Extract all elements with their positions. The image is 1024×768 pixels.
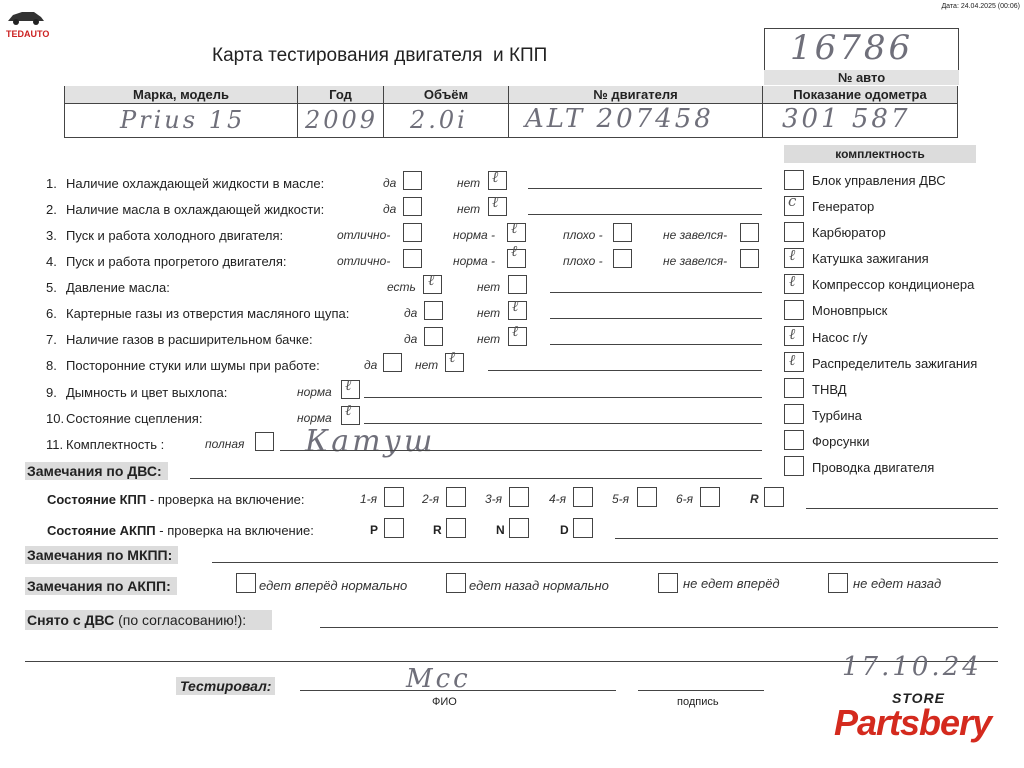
header-value-model: Prius 15: [120, 106, 246, 134]
watermark-main: Partsbery: [834, 702, 992, 743]
kpp-gear-2-box[interactable]: [446, 487, 466, 507]
check-1-yes-box[interactable]: [403, 171, 422, 190]
check-6-mark: ℓ: [512, 297, 519, 315]
check-4-opt-no-start: не завелся-: [663, 254, 728, 268]
akpp-back-normal-box[interactable]: [446, 573, 466, 593]
remarks-mkpp-line: [212, 562, 998, 563]
check-6-opt-yes: да: [404, 306, 418, 320]
check-3-opt-no-start: не завелся-: [663, 228, 728, 242]
check-7-num: 7.: [46, 332, 57, 347]
check-1-mark: ℓ: [492, 168, 499, 186]
akpp-no-forward-box[interactable]: [658, 573, 678, 593]
check-9-opt-normal: норма: [297, 385, 332, 399]
akpp-gear-d-label: D: [560, 523, 569, 537]
kit-item-9-box[interactable]: [784, 404, 804, 424]
check-2-label: Наличие масла в охлаждающей жидкости:: [66, 202, 325, 217]
header-sep-1: [297, 86, 298, 138]
remarks-dvs-label: Замечания по ДВС:: [25, 462, 168, 480]
car-icon: [6, 8, 46, 26]
check-1-label: Наличие охлаждающей жидкости в масле:: [66, 176, 325, 191]
check-10-mark: ℓ: [345, 401, 352, 419]
kpp-gear-6-box[interactable]: [700, 487, 720, 507]
check-3-no-start-box[interactable]: [740, 223, 759, 242]
check-11-opt-full: полная: [205, 437, 245, 451]
akpp-gear-p-label: P: [370, 523, 379, 537]
check-9-label: Дымность и цвет выхлопа:: [66, 385, 228, 400]
kit-item-7-mark: ℓ: [789, 351, 796, 369]
kpp-gear-4-box[interactable]: [573, 487, 593, 507]
tested-fio-line: [300, 690, 616, 691]
check-1-line: [528, 188, 762, 189]
check-10-num: 10.: [46, 411, 65, 426]
kpp-gear-5-box[interactable]: [637, 487, 657, 507]
check-6-num: 6.: [46, 306, 57, 321]
kit-item-6-label: Насос г/у: [812, 330, 868, 345]
check-8-num: 8.: [46, 358, 57, 373]
check-11-num: 11.: [46, 437, 64, 452]
akpp-no-forward-label: не едет вперёд: [683, 576, 780, 591]
kit-item-3-mark: ℓ: [789, 246, 796, 264]
check-6-opt-no: нет: [477, 306, 501, 320]
kpp-gear-1-box[interactable]: [384, 487, 404, 507]
auto-number-label: № авто: [764, 70, 959, 85]
kit-item-3-label: Катушка зажигания: [812, 251, 929, 266]
check-4-mark: ℓ: [511, 242, 518, 260]
header-col-model: Марка, модель: [65, 86, 297, 103]
header-value-year: 2009: [305, 106, 379, 134]
check-7-line: [550, 344, 762, 345]
check-1-opt-yes: да: [383, 176, 397, 190]
removed-line: [320, 627, 998, 628]
remarks-dvs-line: [190, 478, 762, 479]
kit-item-4-mark: ℓ: [789, 272, 796, 290]
watermark-top: STORE: [892, 690, 945, 706]
kit-item-11-label: Проводка двигателя: [812, 460, 935, 475]
removed-label-bold: Снято с ДВС: [27, 612, 115, 628]
header-sep-4: [762, 86, 763, 138]
page-title: Карта тестирования двигателя и КПП: [212, 45, 548, 66]
check-2-yes-box[interactable]: [403, 197, 422, 216]
kpp-row-label: [47, 492, 304, 507]
header-sep-2: [383, 86, 384, 138]
kit-item-2-label: Карбюратор: [812, 225, 886, 240]
check-11-line: [280, 450, 762, 451]
check-8-mark: ℓ: [449, 348, 456, 366]
kit-item-1-mark: c: [788, 192, 797, 210]
header-value-volume: 2.0i: [410, 106, 468, 134]
akpp-gear-d-box[interactable]: [573, 518, 593, 538]
check-4-opt-excellent: отлично-: [337, 254, 391, 268]
kpp-gear-2-label: 2-я: [422, 492, 440, 506]
check-7-opt-yes: да: [404, 332, 418, 346]
kpp-gear-3-label: 3-я: [485, 492, 503, 506]
kpp-gear-6-label: 6-я: [676, 492, 694, 506]
tested-sign-label: подпись: [677, 696, 719, 708]
kit-item-4-label: Компрессор кондиционера: [812, 277, 975, 292]
check-9-num: 9.: [46, 385, 57, 400]
header-col-volume: Объём: [384, 86, 508, 103]
kpp-line: [806, 508, 998, 509]
akpp-row-label: [47, 523, 314, 538]
akpp-forward-normal-box[interactable]: [236, 573, 256, 593]
kit-note: Катуш: [305, 424, 436, 459]
akpp-gear-r-box[interactable]: [446, 518, 466, 538]
removed-label: [25, 610, 272, 630]
kpp-label: Состояние КПП: [47, 492, 147, 507]
tested-fio-label: ФИО: [432, 696, 457, 708]
check-6-line: [550, 318, 762, 319]
check-2-mark: ℓ: [492, 193, 499, 211]
check-8-opt-no: нет: [415, 358, 439, 372]
check-5-opt-no: нет: [477, 280, 501, 294]
kit-item-5-box[interactable]: [784, 300, 804, 320]
check-9-line: [364, 397, 762, 398]
tested-signature-handwriting: Мсс: [406, 664, 471, 694]
tested-date: 17.10.24: [842, 652, 982, 682]
date-stamp: Дата: 24.04.2025 (00:06): [941, 3, 1020, 10]
check-2-line: [528, 214, 762, 215]
akpp-gear-p-box[interactable]: [384, 518, 404, 538]
check-6-yes-box[interactable]: [424, 301, 443, 320]
akpp-no-back-label: не едет назад: [853, 576, 942, 591]
kit-item-1-label: Генератор: [812, 199, 875, 214]
kit-item-8-box[interactable]: [784, 378, 804, 398]
check-4-opt-normal: норма -: [453, 254, 496, 268]
check-2-opt-yes: да: [383, 202, 397, 216]
header-sep-3: [508, 86, 509, 138]
kit-item-2-box[interactable]: [784, 222, 804, 242]
remarks-mkpp-label: Замечания по МКПП:: [25, 546, 178, 564]
check-11-label: Комплектность :: [66, 437, 165, 452]
remarks-akpp-label: Замечания по АКПП:: [25, 577, 177, 595]
header-value-odometer: 301 587: [782, 104, 911, 134]
kpp-gear-r-box[interactable]: [764, 487, 784, 507]
check-5-mark: ℓ: [428, 271, 435, 289]
removed-label-rest: (по согласованию!):: [114, 612, 247, 628]
store-watermark: [834, 690, 1004, 752]
check-4-label: Пуск и работа прогретого двигателя:: [66, 254, 287, 269]
check-2-opt-no: нет: [457, 202, 481, 216]
akpp-forward-normal-label: едет вперёд нормально: [259, 578, 408, 593]
check-5-label: Давление масла:: [66, 280, 170, 295]
brand-logo: [6, 8, 50, 40]
check-7-label: Наличие газов в расширительном бачке:: [66, 332, 313, 347]
check-3-mark: ℓ: [511, 219, 518, 237]
check-3-opt-bad: плохо -: [563, 228, 603, 242]
kpp-suffix: - проверка на включение:: [149, 492, 305, 507]
check-7-mark: ℓ: [512, 322, 519, 340]
check-10-opt-normal: норма: [297, 411, 332, 425]
check-8-yes-box[interactable]: [383, 353, 402, 372]
check-6-label: Картерные газы из отверстия масляного щупа:: [66, 306, 350, 321]
check-7-opt-no: нет: [477, 332, 501, 346]
check-3-opt-normal: норма -: [453, 228, 496, 242]
kpp-gear-1-label: 1-я: [360, 492, 378, 506]
check-3-excellent-box[interactable]: [403, 223, 422, 242]
check-4-bad-box[interactable]: [613, 249, 632, 268]
kpp-gear-3-box[interactable]: [509, 487, 529, 507]
check-5-num: 5.: [46, 280, 57, 295]
header-value-engine-number: ALT 207458: [525, 104, 714, 134]
tested-label: Тестировал:: [176, 677, 275, 695]
header-col-odometer: Показание одометра: [763, 86, 957, 103]
check-9-mark: ℓ: [345, 376, 352, 394]
header-col-engine-number: № двигателя: [509, 86, 762, 103]
check-1-num: 1.: [46, 176, 57, 191]
check-3-bad-box[interactable]: [613, 223, 632, 242]
check-5-no-box[interactable]: [508, 275, 527, 294]
kit-item-6-mark: ℓ: [789, 325, 796, 343]
check-10-label: Состояние сцепления:: [66, 411, 203, 426]
check-3-num: 3.: [46, 228, 57, 243]
kit-item-0-label: Блок управления ДВС: [812, 173, 946, 188]
kit-item-5-label: Моновпрыск: [812, 303, 888, 318]
auto-number-value: 16786: [790, 28, 914, 68]
kpp-gear-5-label: 5-я: [612, 492, 630, 506]
check-1-opt-no: нет: [457, 176, 481, 190]
kit-item-0-box[interactable]: [784, 170, 804, 190]
kit-item-10-box[interactable]: [784, 430, 804, 450]
akpp-gear-r-label: R: [433, 523, 442, 537]
akpp-label: Состояние АКПП: [47, 523, 156, 538]
check-4-num: 4.: [46, 254, 57, 269]
completeness-title: комплектность: [784, 145, 976, 163]
akpp-back-normal-label: едет назад нормально: [469, 578, 609, 593]
kit-item-7-label: Распределитель зажигания: [812, 356, 978, 371]
check-8-label: Посторонние стуки или шумы при работе:: [66, 358, 320, 373]
akpp-line: [615, 538, 998, 539]
akpp-no-back-box[interactable]: [828, 573, 848, 593]
brand-logo-text: TEDAUTO: [6, 29, 50, 39]
akpp-suffix: - проверка на включение:: [159, 523, 314, 538]
akpp-gear-n-box[interactable]: [509, 518, 529, 538]
check-3-opt-excellent: отлично-: [337, 228, 391, 242]
check-4-excellent-box[interactable]: [403, 249, 422, 268]
check-7-yes-box[interactable]: [424, 327, 443, 346]
kit-item-10-label: Форсунки: [812, 434, 870, 449]
check-8-line: [488, 370, 762, 371]
tested-sign-line: [638, 690, 764, 691]
check-2-num: 2.: [46, 202, 57, 217]
check-8-opt-yes: да: [364, 358, 378, 372]
header-col-year: Год: [298, 86, 383, 103]
check-11-full-box[interactable]: [255, 432, 274, 451]
kpp-gear-r-label: R: [750, 492, 759, 506]
check-4-opt-bad: плохо -: [563, 254, 603, 268]
akpp-gear-n-label: N: [496, 523, 505, 537]
kit-item-11-box[interactable]: [784, 456, 804, 476]
check-3-label: Пуск и работа холодного двигателя:: [66, 228, 284, 243]
check-5-line: [550, 292, 762, 293]
check-5-opt-yes: есть: [387, 280, 416, 294]
kit-item-9-label: Турбина: [812, 408, 862, 423]
check-4-no-start-box[interactable]: [740, 249, 759, 268]
kpp-gear-4-label: 4-я: [549, 492, 567, 506]
kit-item-8-label: ТНВД: [812, 382, 847, 397]
